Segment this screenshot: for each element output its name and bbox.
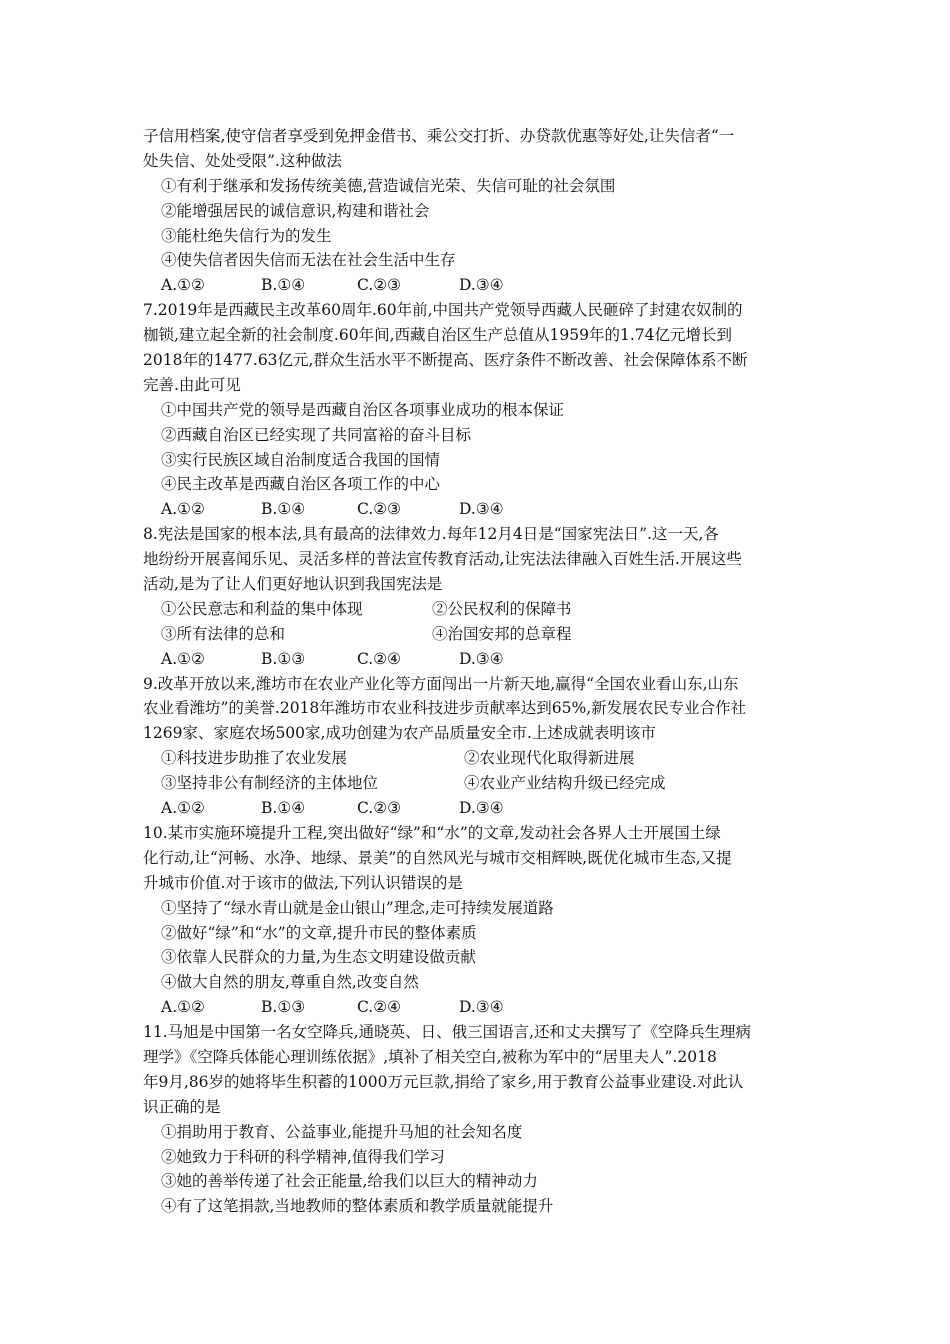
statement-item: ①科技进步助推了农业发展 (161, 749, 348, 768)
question-stem-line: 7.2019年是西藏民主改革60周年.60年前,中国共产党领导西藏人民砸碎了封建农奴制的 (143, 301, 743, 320)
statement-row (143, 622, 823, 647)
statement-item: ③实行民族区域自治制度适合我国的国情 (161, 450, 441, 469)
statement-item: ②做好“绿”和“水”的文章,提升市民的整体素质 (161, 923, 477, 942)
statement-item: ③能杜绝失信行为的发生 (161, 226, 332, 245)
statement-item: ③坚持非公有制经济的主体地位 (161, 774, 379, 793)
choice-d: D.③④ (459, 998, 504, 1017)
exam-page (143, 124, 823, 1219)
statement-item: ①公民意志和利益的集中体现 (161, 599, 363, 618)
question-stem-line: 化行动,让“河畅、水净、地绿、景美”的自然风光与城市交相辉映,既优化城市生态,又提 (143, 848, 732, 867)
question-stem-line: 8.宪法是国家的根本法,具有最高的法律效力.每年12月4日是“国家宪法日”.这一天,各 (143, 525, 719, 544)
choice-a: A.①② (161, 799, 205, 818)
question-stem-line: 地纷纷开展喜闻乐见、灵活多样的普法宣传教育活动,让宪法法律融入百姓生活.开展这些 (143, 550, 742, 569)
question-stem-line: 2018年的1477.63亿元,群众生活水平不断提高、医疗条件不断改善、社会保障体系不断 (143, 351, 748, 370)
choice-a: A.①② (161, 500, 205, 519)
statement-item: ①坚持了“绿水青山就是金山银山”理念,走可持续发展道路 (161, 898, 554, 917)
answer-choices (143, 995, 823, 1020)
choice-c: C.②④ (357, 649, 402, 668)
question-9 (143, 672, 823, 821)
statement-item: ②农业现代化取得新进展 (464, 749, 635, 768)
statement-row (143, 746, 823, 771)
statement-item: ①捐助用于教育、公益事业,能提升马旭的社会知名度 (161, 1122, 523, 1141)
choice-d: D.③④ (459, 500, 504, 519)
choice-a: A.①② (161, 649, 205, 668)
statement-item: ③她的善举传递了社会正能量,给我们以巨大的精神动力 (161, 1172, 538, 1191)
question-6 (143, 124, 823, 298)
answer-choices (143, 647, 823, 672)
question-stem-line: 升城市价值.对于该市的做法,下列认识错误的是 (143, 873, 463, 892)
choice-d: D.③④ (459, 799, 504, 818)
statement-item: ④使失信者因失信而无法在社会生活中生存 (161, 251, 456, 270)
question-stem-line: 完善.由此可见 (143, 375, 241, 394)
answer-choices (143, 497, 823, 522)
question-stem-line: 农业看潍坊”的美誉.2018年潍坊市农业科技进步贡献率达到65%,新发展农民专业合作社 (143, 699, 747, 718)
statement-item: ④有了这笔捐款,当地教师的整体素质和教学质量就能提升 (161, 1197, 554, 1216)
statement-item: ③所有法律的总和 (161, 624, 286, 643)
question-7 (143, 298, 823, 522)
question-stem-line: 年9月,86岁的她将毕生积蓄的1000万元巨款,捐给了家乡,用于教育公益事业建设.对此认 (143, 1072, 744, 1091)
statement-row (143, 597, 823, 622)
statement-item: ②她致力于科研的科学精神,值得我们学习 (161, 1147, 445, 1166)
question-stem-line: 11.马旭是中国第一名女空降兵,通晓英、日、俄三国语言,还和丈夫撰写了《空降兵生理病 (143, 1023, 752, 1042)
question-10 (143, 821, 823, 1020)
question-stem-line: 识正确的是 (143, 1097, 221, 1116)
statement-item: ④农业产业结构升级已经完成 (464, 774, 666, 793)
statement-item: ④做大自然的朋友,尊重自然,改变自然 (161, 973, 419, 992)
choice-b: B.①④ (261, 500, 306, 519)
choice-d: D.③④ (459, 276, 504, 295)
choice-b: B.①④ (261, 799, 306, 818)
choice-c: C.②③ (357, 799, 402, 818)
answer-choices (143, 273, 823, 298)
question-stem-line: 活动,是为了让人们更好地认识到我国宪法是 (143, 575, 443, 594)
statement-item: ②公民权利的保障书 (432, 599, 572, 618)
statement-item: ④民主改革是西藏自治区各项工作的中心 (161, 475, 441, 494)
statement-row (143, 771, 823, 796)
question-11 (143, 1020, 823, 1219)
question-8 (143, 522, 823, 671)
choice-b: B.①④ (261, 276, 306, 295)
choice-b: B.①③ (261, 649, 306, 668)
question-stem-line: 10.某市实施环境提升工程,突出做好“绿”和“水”的文章,发动社会各界人士开展国土绿 (143, 823, 721, 842)
choice-b: B.①③ (261, 998, 306, 1017)
choice-d: D.③④ (459, 649, 504, 668)
choice-c: C.②③ (357, 276, 402, 295)
statement-item: ④治国安邦的总章程 (432, 624, 572, 643)
choice-a: A.①② (161, 998, 205, 1017)
answer-choices (143, 796, 823, 821)
choice-c: C.②④ (357, 998, 402, 1017)
statement-item: ③依靠人民群众的力量,为生态文明建设做贡献 (161, 948, 476, 967)
question-stem-line: 理学》《空降兵体能心理训练依据》,填补了相关空白,被称为军中的“居里夫人”.2018 (143, 1047, 717, 1066)
question-stem-line: 枷锁,建立起全新的社会制度.60年间,西藏自治区生产总值从1959年的1.74亿元增长到 (143, 326, 732, 345)
statement-item: ①中国共产党的领导是西藏自治区各项事业成功的根本保证 (161, 400, 565, 419)
choice-c: C.②③ (357, 500, 402, 519)
statement-item: ②能增强居民的诚信意识,构建和谐社会 (161, 201, 430, 220)
choice-a: A.①② (161, 276, 205, 295)
question-stem-line: 处失信、处处受限”.这种做法 (143, 151, 342, 170)
question-stem-line: 9.改革开放以来,潍坊市在农业产业化等方面闯出一片新天地,赢得“全国农业看山东,山东 (143, 674, 739, 693)
statement-item: ②西藏自治区已经实现了共同富裕的奋斗目标 (161, 425, 472, 444)
question-stem-line: 子信用档案,使守信者享受到免押金借书、乘公交打折、办贷款优惠等好处,让失信者“一 (143, 127, 735, 145)
statement-item: ①有利于继承和发扬传统美德,营造诚信光荣、失信可耻的社会氛围 (161, 176, 616, 195)
question-stem-line: 1269家、家庭农场500家,成功创建为农产品质量安全市.上述成就表明该市 (143, 724, 656, 743)
